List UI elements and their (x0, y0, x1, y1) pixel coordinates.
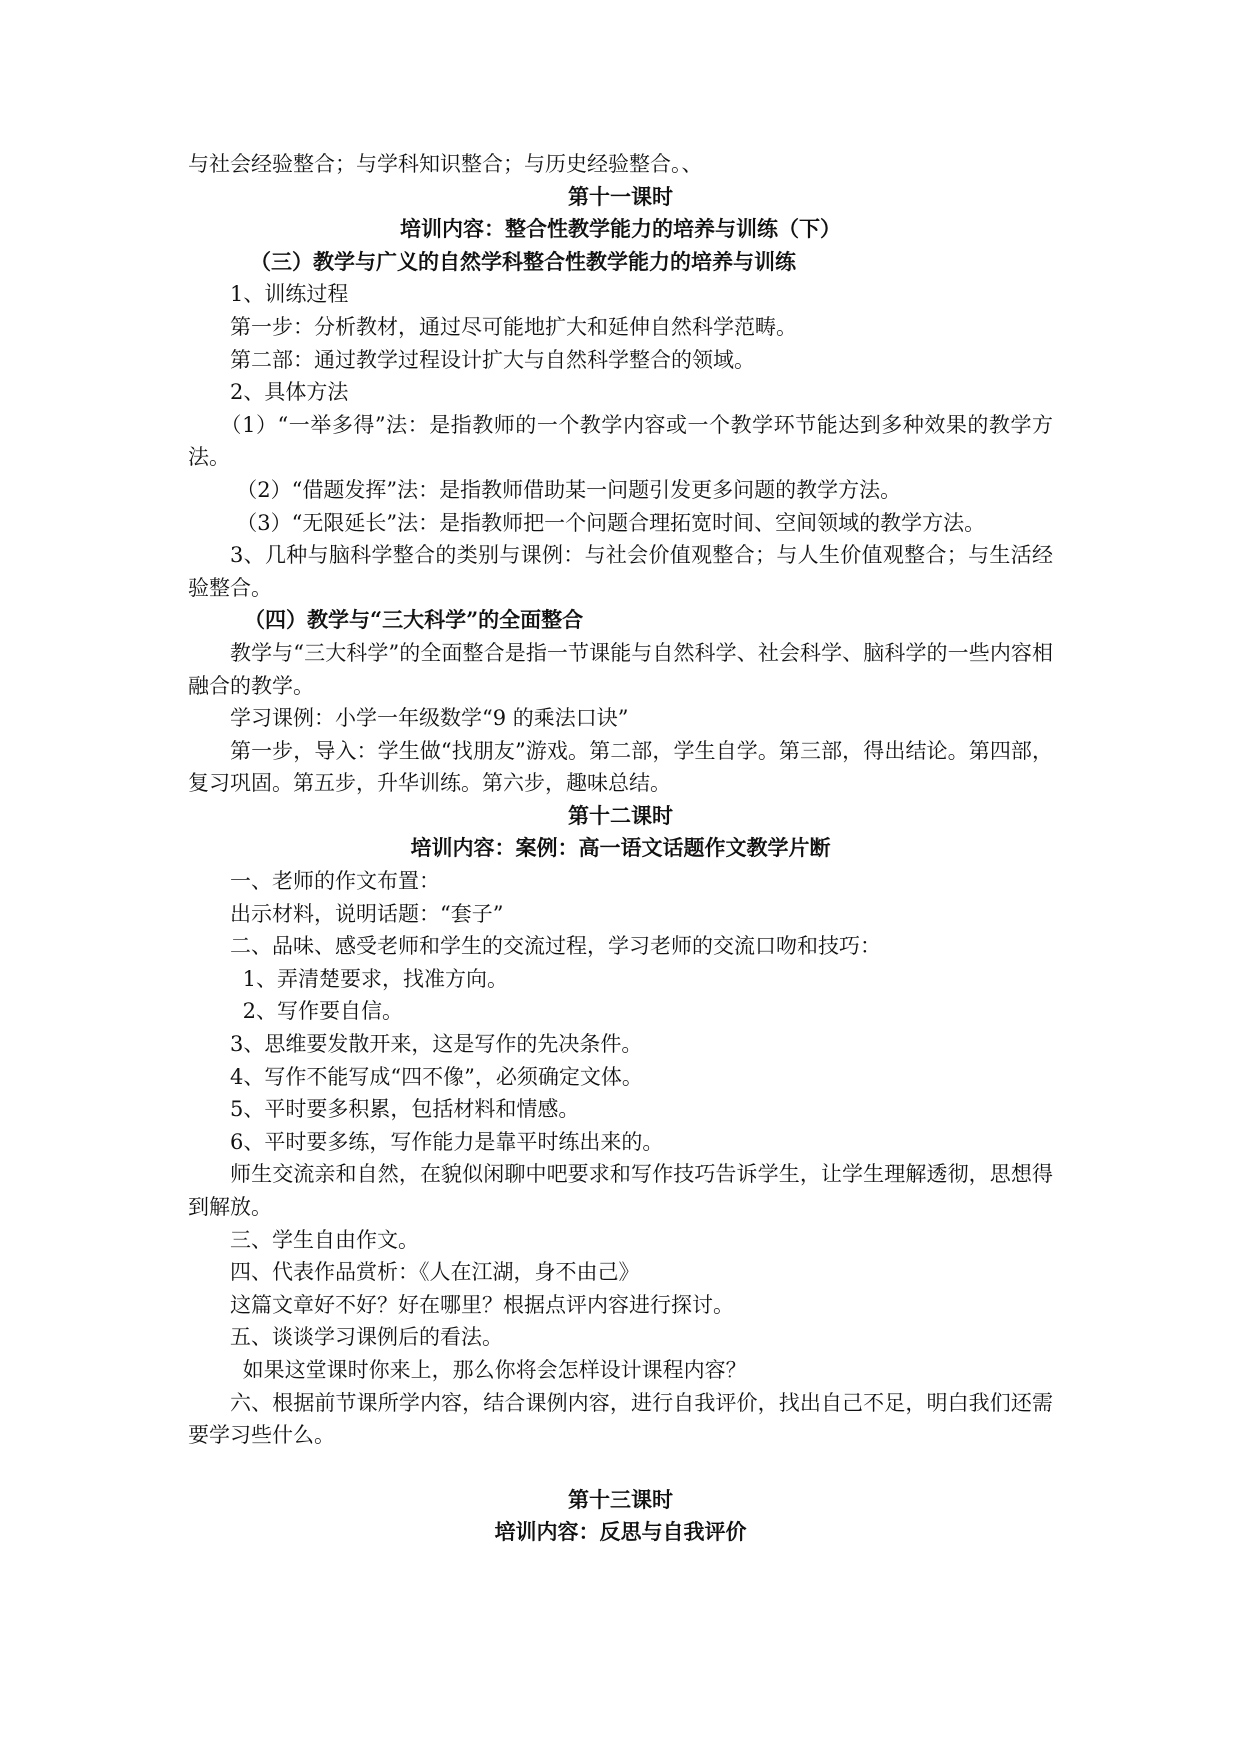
item-4-detail: 这篇文章好不好？好在哪里？根据点评内容进行探讨。 (230, 1292, 734, 1317)
specific-methods-label: 2、具体方法 (230, 380, 349, 405)
item-4-text: 四、代表作品赏析：《人在江湖，身不由己》 (230, 1260, 640, 1285)
document-page (188, 148, 1053, 1549)
method-3-text: （3）“无限延长”法：是指教师把一个问题合理拓宽时间、空间领域的教学方法。 (236, 510, 986, 535)
lesson-12-heading: 第十二课时 (568, 802, 673, 828)
lesson-11-heading: 第十一课时 (568, 183, 673, 209)
lesson-13-heading: 第十三课时 (568, 1486, 673, 1512)
item-6-text: 六、根据前节课所学内容，结合课例内容，进行自我评价，找出自己不足，明白我们还需要学习些什么。 (188, 1390, 1053, 1448)
paragraph-integration-list: 与社会经验整合；与学科知识整合；与历史经验整合。、 (188, 152, 703, 176)
tip-2-text: 2、写作要自信。 (242, 999, 403, 1024)
item-5-detail: 如果这堂课时你来上，那么你将会怎样设计课程内容？ (242, 1357, 747, 1382)
method-2-text: （2）“借题发挥”法：是指教师借助某一问题引发更多问题的教学方法。 (236, 477, 902, 502)
training-process-label: 1、训练过程 (230, 282, 349, 307)
item-2-text: 二、品味、感受老师和学生的交流过程，学习老师的交流口吻和技巧： (230, 934, 881, 959)
lesson-13-topic: 培训内容：反思与自我评价 (494, 1519, 747, 1545)
lesson-12-topic: 培训内容：案例：高一语文话题作文教学片断 (410, 835, 831, 861)
tip-6-text: 6、平时要多练，写作能力是靠平时练出来的。 (230, 1129, 664, 1154)
tip-4-text: 4、写作不能写成“四不像”，必须确定文体。 (230, 1064, 643, 1089)
step-2-text: 第二部：通过教学过程设计扩大与自然科学整合的领域。 (230, 347, 755, 372)
three-sciences-definition: 教学与“三大科学”的全面整合是指一节课能与自然科学、社会科学、脑科学的一些内容相融合的教学。 (188, 640, 1053, 698)
tip-3-text: 3、思维要发散开来，这是写作的先决条件。 (230, 1032, 643, 1057)
case-steps-text: 第一步，导入：学生做“找朋友”游戏。第二部，学生自学。第三部，得出结论。第四部，复习巩固。第五步，升华训练。第六步，趣味总结。 (188, 738, 1053, 796)
method-1-text: （1）“一举多得”法：是指教师的一个教学内容或一个教学环节能达到多种效果的教学方法。 (188, 412, 1053, 470)
item-1-text: 一、老师的作文布置： (230, 869, 440, 894)
section-spacer (188, 1452, 1053, 1484)
lesson-11-topic: 培训内容：整合性教学能力的培养与训练（下） (400, 216, 841, 242)
brain-science-categories-text: 3、几种与脑科学整合的类别与课例：与社会价值观整合；与人生价值观整合；与生活经验整合。 (188, 543, 1053, 600)
step-1-text: 第一步：分析教材，通过尽可能地扩大和延伸自然科学范畴。 (230, 314, 797, 339)
section-4-heading: （四）教学与“三大科学”的全面整合 (244, 607, 584, 633)
section-3-heading: （三）教学与广义的自然学科整合性教学能力的培养与训练 (250, 248, 796, 274)
tip-1-text: 1、弄清楚要求，找准方向。 (242, 966, 508, 991)
item-1-detail: 出示材料，说明话题：“套子” (230, 901, 504, 926)
item-5-text: 五、谈谈学习课例后的看法。 (230, 1325, 503, 1350)
learning-case-label: 学习课例：小学一年级数学“9 的乘法口诀” (230, 706, 629, 731)
tip-5-text: 5、平时要多积累，包括材料和情感。 (230, 1097, 580, 1122)
item-3-text: 三、学生自由作文。 (230, 1227, 419, 1252)
exchange-summary-text: 师生交流亲和自然，在貌似闲聊中吧要求和写作技巧告诉学生，让学生理解透彻，思想得到解放。 (188, 1162, 1053, 1219)
